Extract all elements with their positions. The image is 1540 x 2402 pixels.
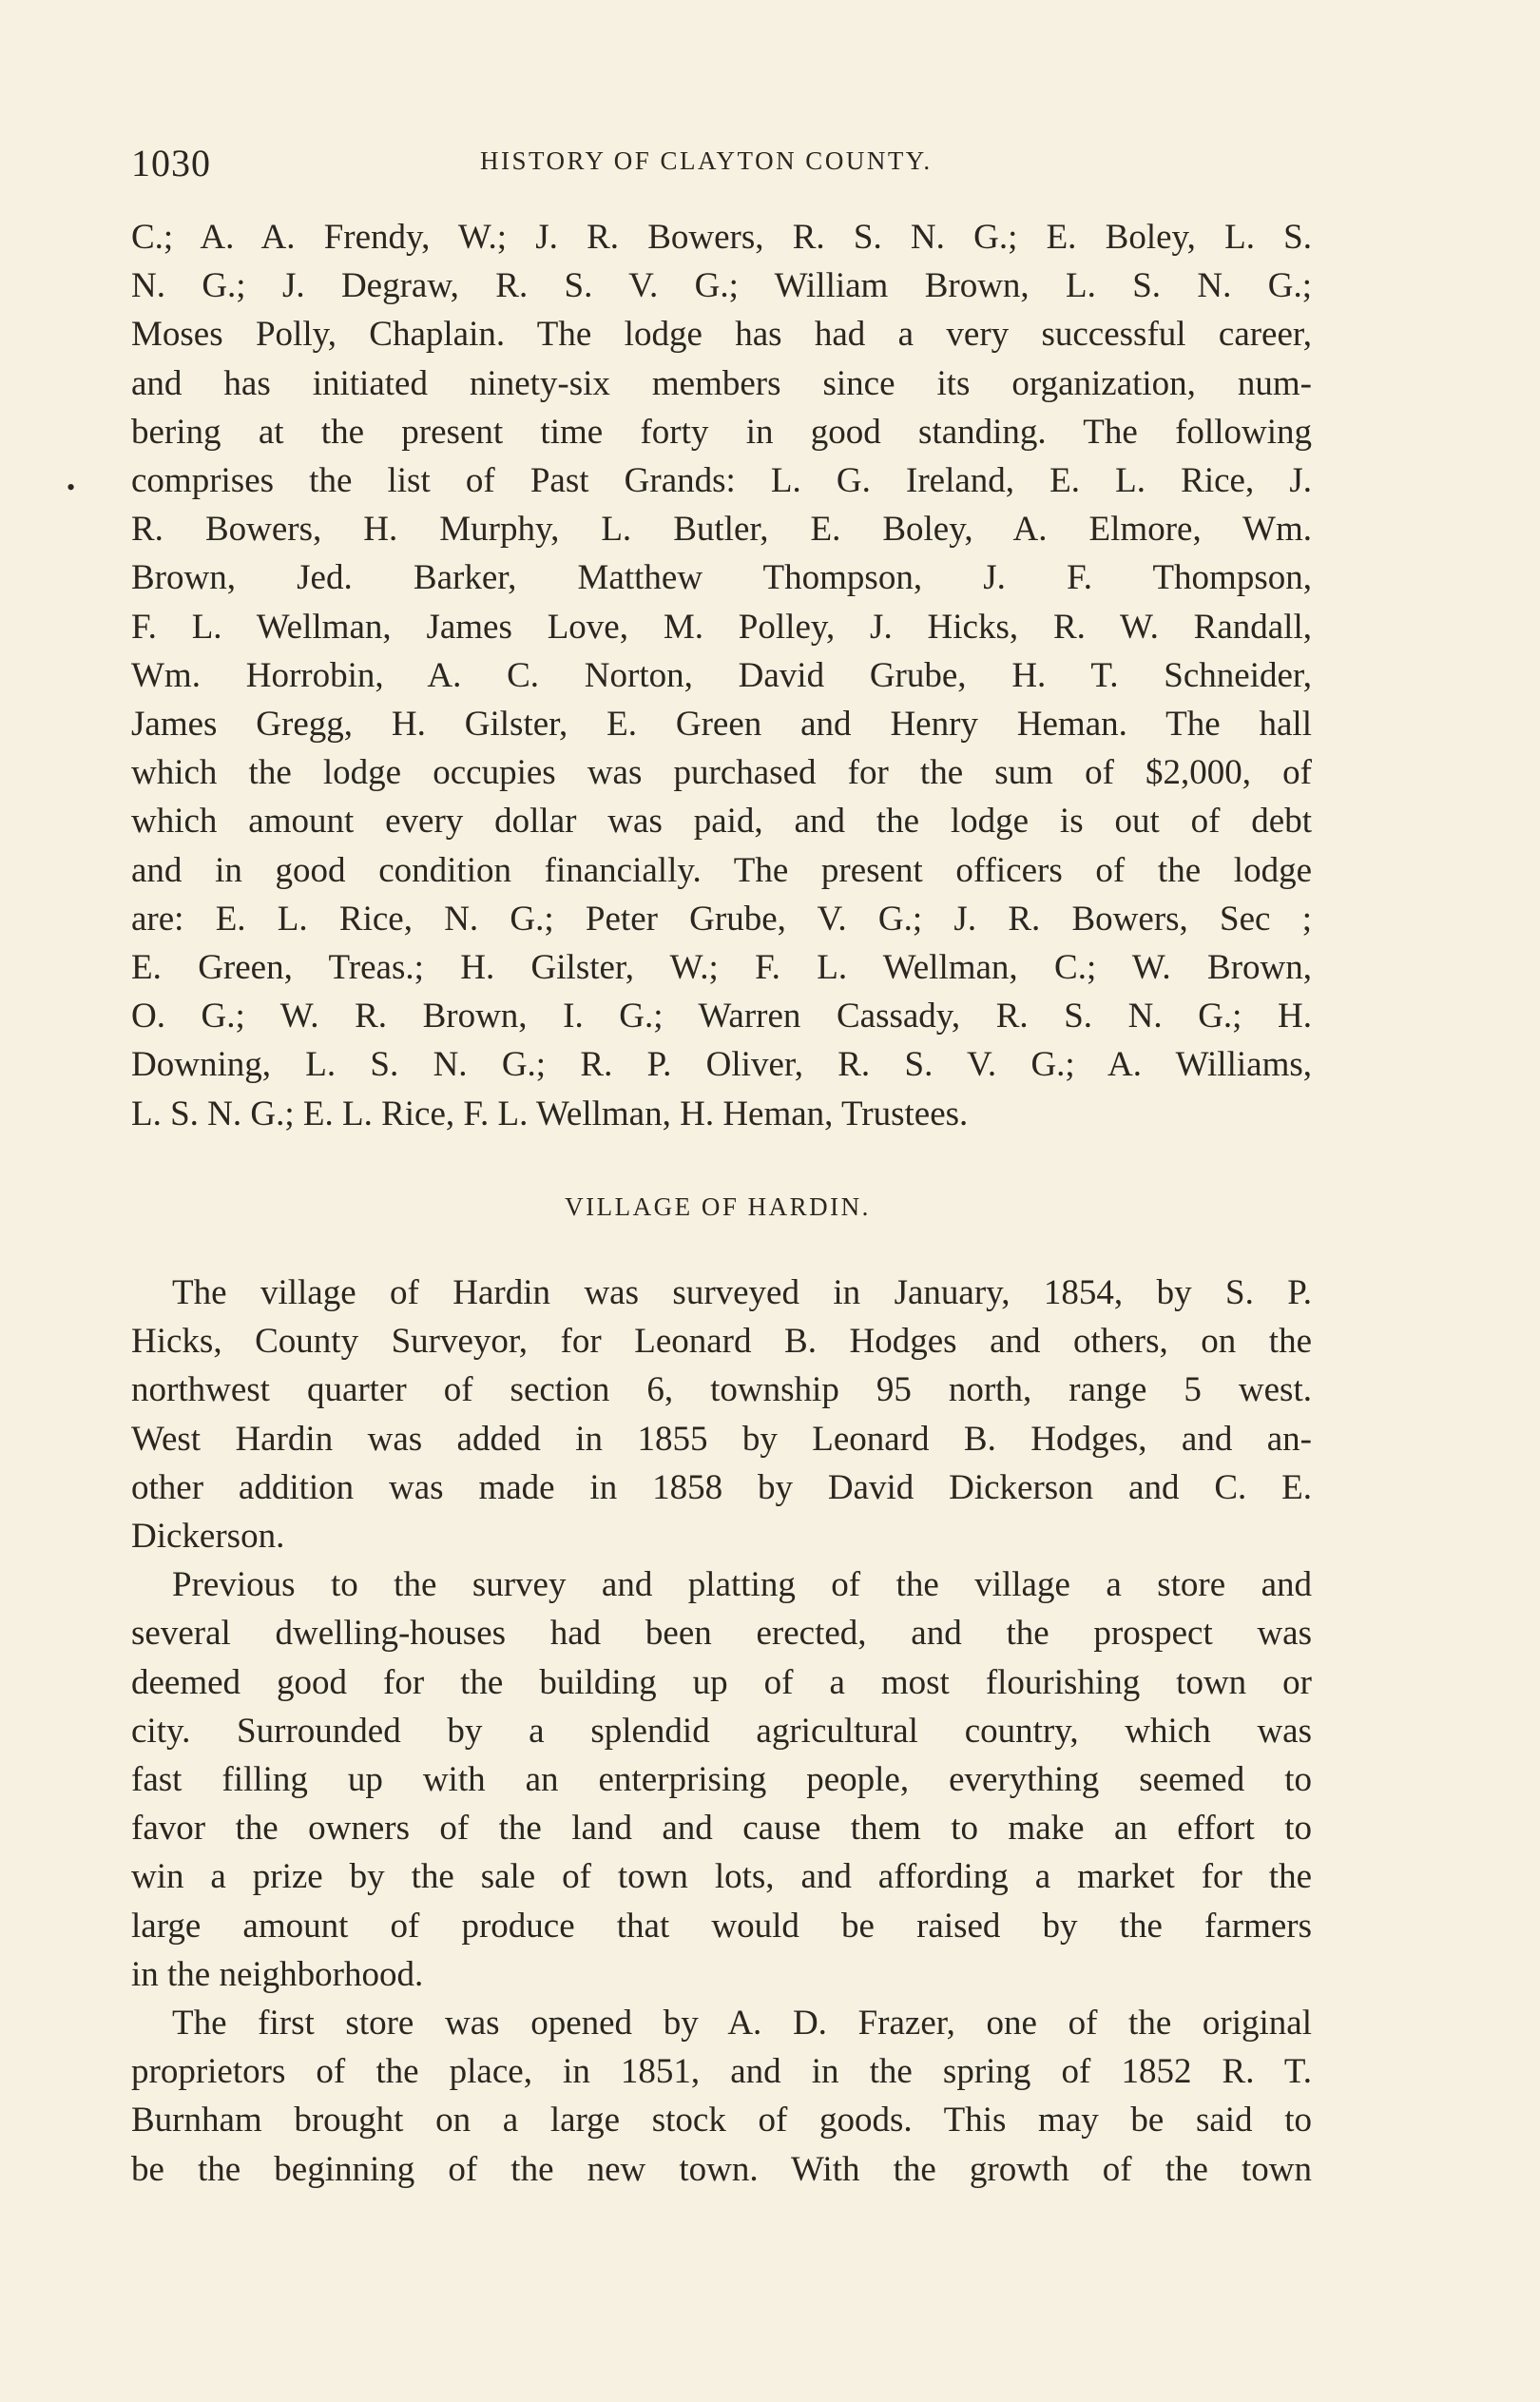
text-line: which amount every dollar was paid, and the lodge is out of debt	[131, 802, 1312, 842]
text-line: in the neighborhood.	[131, 1954, 424, 1994]
section-heading: VILLAGE OF HARDIN.	[565, 1192, 871, 1221]
text-line: proprietors of the place, in 1851, and in the spring of 1852 R. T.	[131, 2052, 1312, 2092]
text-line: Brown, Jed. Barker, Matthew Thompson, J. F. Thompson,	[131, 558, 1312, 598]
text-line: fast filling up with an enterprising people, everything seemed to	[131, 1760, 1312, 1800]
text-line: win a prize by the sale of town lots, and affording a market for the	[131, 1857, 1312, 1897]
page-number: 1030	[131, 142, 211, 184]
text-line: deemed good for the building up of a most flourishing town or	[131, 1662, 1312, 1702]
text-line: Moses Polly, Chaplain. The lodge has had a very successful career,	[131, 315, 1312, 355]
text-line: bering at the present time forty in good standing. The following	[131, 412, 1312, 452]
text-line: be the beginning of the new town. With the growth of the town	[131, 2149, 1312, 2189]
text-line: The first store was opened by A. D. Frazer, one of the original	[172, 2004, 1312, 2044]
text-line: R. Bowers, H. Murphy, L. Butler, E. Boley, A. Elmore, Wm.	[131, 510, 1312, 550]
text-line: and in good condition financially. The present officers of the lodge	[131, 850, 1312, 890]
text-line: N. G.; J. Degraw, R. S. V. G.; William Brown, L. S. N. G.;	[131, 266, 1312, 306]
text-line: comprises the list of Past Grands: L. G. Ireland, E. L. Rice, J.	[131, 461, 1312, 501]
text-line: other addition was made in 1858 by David Dickerson and C. E.	[131, 1467, 1312, 1507]
text-line: Burnham brought on a large stock of goods. This may be said to	[131, 2101, 1312, 2140]
running-head: HISTORY OF CLAYTON COUNTY.	[480, 146, 933, 175]
text-line: L. S. N. G.; E. L. Rice, F. L. Wellman, H. Heman, Trustees.	[131, 1094, 969, 1133]
text-line: Downing, L. S. N. G.; R. P. Oliver, R. S. V. G.; A. Williams,	[131, 1045, 1312, 1085]
lodge-paragraph	[131, 213, 1312, 1138]
text-line: large amount of produce that would be raised by the farmers	[131, 1906, 1312, 1946]
text-line: E. Green, Treas.; H. Gilster, W.; F. L. Wellman, C.; W. Brown,	[131, 948, 1312, 988]
text-line: and has initiated ninety-six members since its organization, num-	[131, 363, 1312, 403]
hardin-section-body	[131, 1269, 1312, 2194]
text-line: Previous to the survey and platting of the village a store and	[172, 1565, 1312, 1605]
text-line: several dwelling-houses had been erected, and the prospect was	[131, 1614, 1312, 1654]
margin-bullet: •	[67, 474, 76, 501]
text-line: O. G.; W. R. Brown, I. G.; Warren Cassady, R. S. N. G.; H.	[131, 997, 1312, 1036]
text-line: northwest quarter of section 6, township 95 north, range 5 west.	[131, 1370, 1312, 1410]
text-line: C.; A. A. Frendy, W.; J. R. Bowers, R. S. N. G.; E. Boley, L. S.	[131, 218, 1312, 257]
text-line: Hicks, County Surveyor, for Leonard B. Hodges and others, on the	[131, 1322, 1312, 1362]
text-line: Wm. Horrobin, A. C. Norton, David Grube, H. T. Schneider,	[131, 655, 1312, 695]
text-line: James Gregg, H. Gilster, E. Green and Henry Heman. The hall	[131, 705, 1312, 745]
text-line: favor the owners of the land and cause them to make an effort to	[131, 1809, 1312, 1849]
text-line: The village of Hardin was surveyed in January, 1854, by S. P.	[172, 1273, 1312, 1312]
text-line: Dickerson.	[131, 1517, 285, 1557]
text-line: city. Surrounded by a splendid agricultural country, which was	[131, 1711, 1312, 1751]
text-line: West Hardin was added in 1855 by Leonard B. Hodges, and an-	[131, 1419, 1312, 1459]
text-line: which the lodge occupies was purchased for the sum of $2,000, of	[131, 753, 1312, 793]
text-line: F. L. Wellman, James Love, M. Polley, J. Hicks, R. W. Randall,	[131, 607, 1312, 647]
text-line: are: E. L. Rice, N. G.; Peter Grube, V. G.; J. R. Bowers, Sec ;	[131, 899, 1312, 939]
